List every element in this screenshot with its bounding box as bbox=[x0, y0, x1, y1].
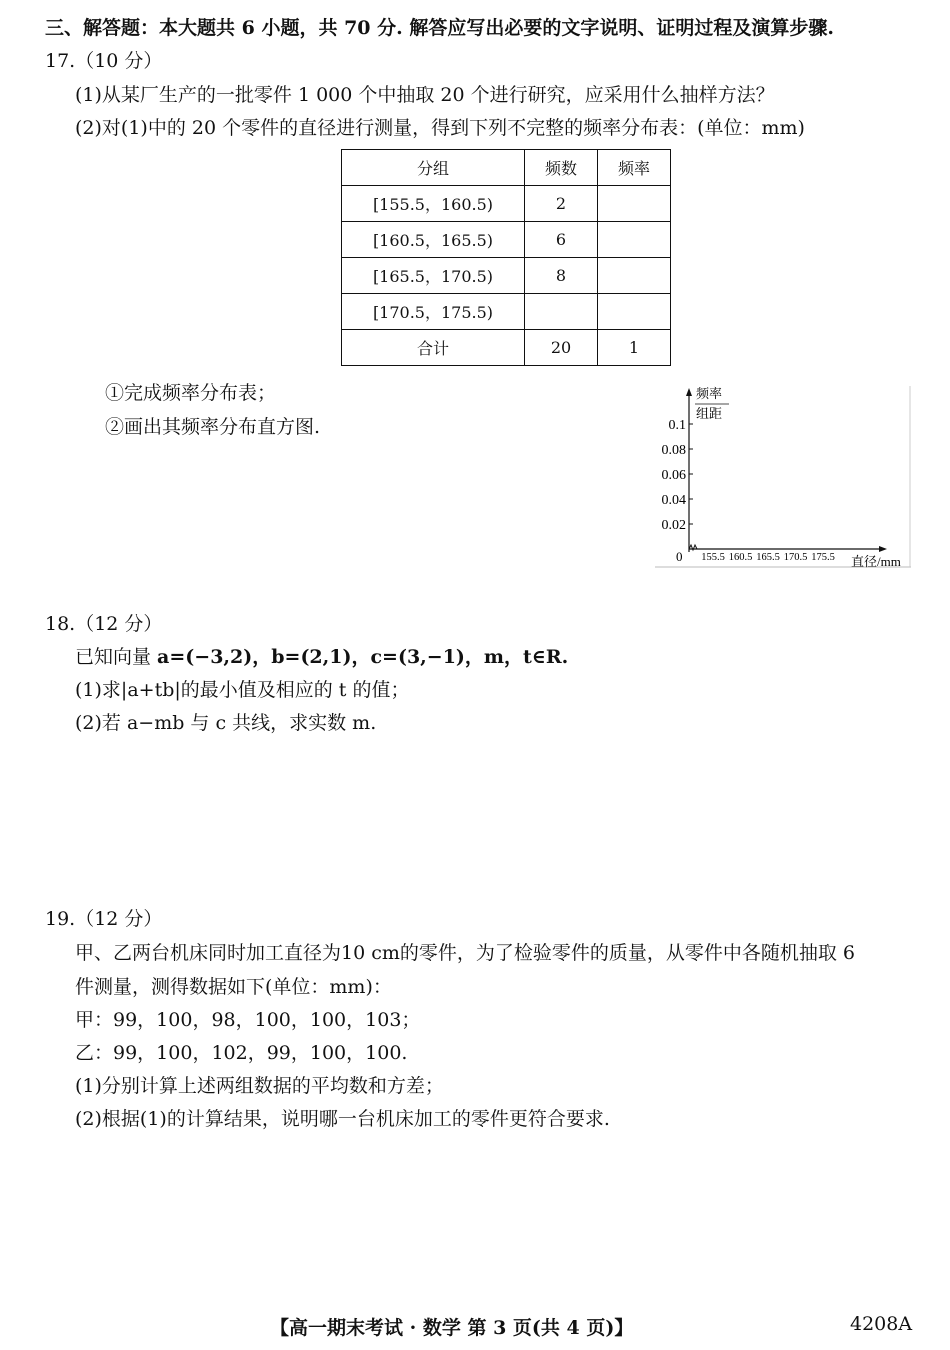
q18-given-math: a=(−3,2)，b=(2,1)，c=(3,−1)，m，t∈R. bbox=[157, 646, 569, 668]
table-cell: [170.5，175.5) bbox=[342, 294, 525, 330]
table-total-row bbox=[342, 330, 671, 366]
table-cell: 8 bbox=[525, 258, 598, 294]
q19-yi-data: 乙：99，100，102，99，100，100. bbox=[75, 1042, 408, 1064]
q17-sub1: ①完成频率分布表； bbox=[105, 382, 277, 404]
page-footer: 【高一期末考试 · 数学 第 3 页(共 4 页)】 bbox=[270, 1317, 634, 1339]
y-label-bottom: 组距 bbox=[696, 406, 723, 421]
q19-jia-data: 甲：99，100，98，100，100，103； bbox=[75, 1009, 421, 1031]
x-tick-label: 175.5 bbox=[811, 552, 835, 563]
section-heading: 三、解答题：本大题共 6 小题，共 70 分. 解答应写出必要的文字说明、证明过程及演算步骤. bbox=[45, 17, 834, 39]
histogram-chart bbox=[655, 386, 911, 568]
y-label-top: 频率 bbox=[696, 386, 723, 401]
q17-sub2: ②画出其频率分布直方图. bbox=[105, 416, 321, 438]
table-row bbox=[342, 222, 671, 258]
y-tick-label: 0.08 bbox=[661, 443, 686, 458]
table-row bbox=[342, 186, 671, 222]
table-header: 频率 bbox=[598, 150, 671, 186]
table-cell bbox=[598, 294, 671, 330]
x-tick-label: 160.5 bbox=[728, 552, 753, 563]
x-ticks bbox=[701, 552, 835, 563]
table-cell: 2 bbox=[525, 186, 598, 222]
table-cell: [155.5，160.5) bbox=[342, 186, 525, 222]
table-cell bbox=[598, 258, 671, 294]
x-tick-label: 155.5 bbox=[701, 552, 725, 563]
q18-given-prefix: 已知向量 bbox=[75, 646, 158, 668]
q19-line1: 甲、乙两台机床同时加工直径为10 cm的零件，为了检验零件的质量，从零件中各随机抽取 6 bbox=[75, 942, 856, 964]
table-row bbox=[342, 294, 671, 330]
origin-label: 0 bbox=[676, 549, 683, 564]
y-tick-label: 0.06 bbox=[661, 468, 686, 483]
table-row bbox=[342, 258, 671, 294]
table-cell: 合计 bbox=[342, 330, 525, 366]
x-axis-arrow bbox=[879, 546, 887, 552]
x-label: 直径/mm bbox=[851, 554, 901, 568]
frequency-table bbox=[341, 149, 671, 366]
table-cell bbox=[598, 222, 671, 258]
table-cell: 6 bbox=[525, 222, 598, 258]
q19-part2: (2)根据(1)的计算结果，说明哪一台机床加工的零件更符合要求. bbox=[75, 1108, 610, 1130]
q19-number: 19.（12 分） bbox=[45, 908, 163, 930]
table-cell bbox=[525, 294, 598, 330]
y-tick-label: 0.02 bbox=[661, 518, 686, 533]
q18-given bbox=[75, 646, 568, 668]
table-cell: [160.5，165.5) bbox=[342, 222, 525, 258]
x-tick-label: 170.5 bbox=[783, 552, 808, 563]
q18-part1: (1)求|a+tb|的最小值及相应的 t 的值； bbox=[75, 679, 410, 701]
exam-code: 4208A bbox=[850, 1313, 913, 1335]
table-cell: 20 bbox=[525, 330, 598, 366]
y-tick-label: 0.04 bbox=[661, 493, 686, 508]
x-tick-label: 165.5 bbox=[756, 552, 780, 563]
q17-part1: (1)从某厂生产的一批零件 1 000 个中抽取 20 个进行研究，应采用什么抽样方法？ bbox=[75, 84, 775, 106]
q19-part1: (1)分别计算上述两组数据的平均数和方差； bbox=[75, 1075, 444, 1097]
y-ticks bbox=[662, 418, 694, 533]
table-header: 频数 bbox=[525, 150, 598, 186]
q18-part2: (2)若 a−mb 与 c 共线，求实数 m. bbox=[75, 712, 377, 734]
q18-number: 18.（12 分） bbox=[45, 613, 163, 635]
table-cell: [165.5，170.5) bbox=[342, 258, 525, 294]
y-tick-label: 0.1 bbox=[668, 418, 686, 433]
table-cell bbox=[598, 186, 671, 222]
y-axis-arrow bbox=[686, 388, 692, 396]
q17-part2: (2)对(1)中的 20 个零件的直径进行测量，得到下列不完整的频率分布表：(单位：mm) bbox=[75, 117, 805, 139]
q17-number: 17.（10 分） bbox=[45, 50, 163, 72]
table-header: 分组 bbox=[342, 150, 525, 186]
q19-line2: 件测量，测得数据如下(单位：mm)： bbox=[75, 976, 392, 998]
table-header-row bbox=[342, 150, 671, 186]
table-cell: 1 bbox=[598, 330, 671, 366]
